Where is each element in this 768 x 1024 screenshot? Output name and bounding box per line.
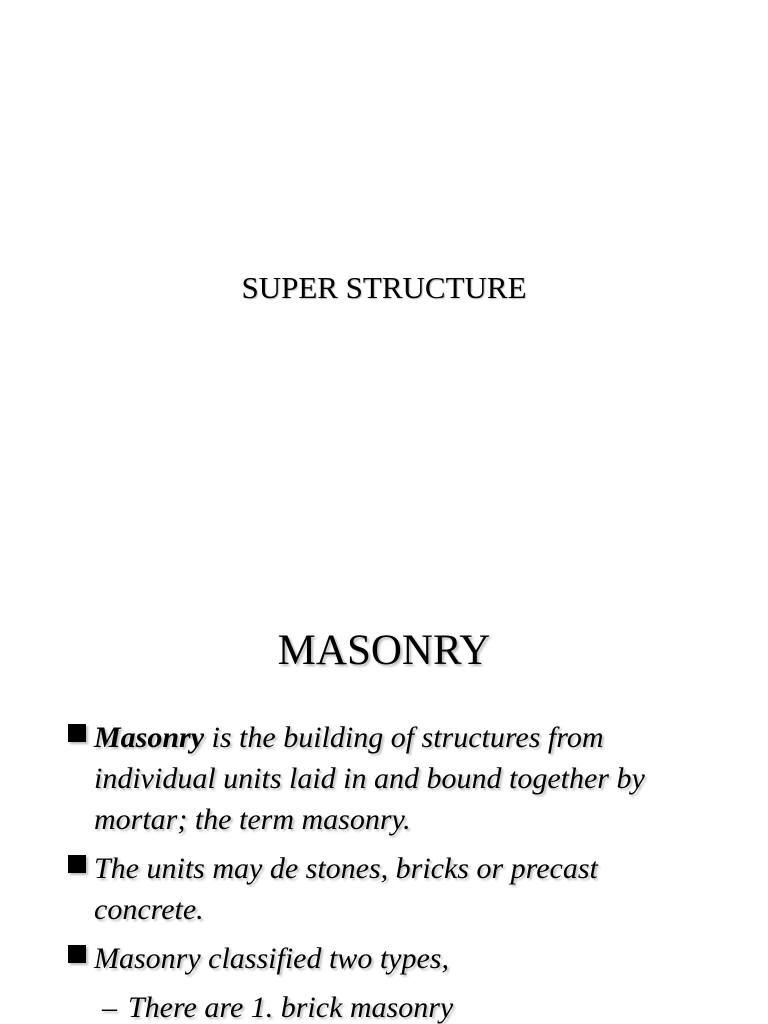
section-heading: MASONRY [277,627,491,674]
bullet-text: Masonry classified two types, [94,942,449,975]
bullet-lead-term: Masonry [94,721,205,754]
dash-bullet-icon: – [102,991,117,1024]
square-bullet-icon [68,724,86,742]
slide-title: SUPER STRUCTURE [241,270,527,305]
bullet-item-definition [68,717,708,840]
square-bullet-icon [68,855,86,873]
bullet-list [68,717,708,1024]
bullet-item-units [68,848,708,930]
sub-bullet-item [68,987,708,1024]
bullet-text: The units may de stones, bricks or precast concrete. [94,852,598,926]
bullet-text: is the building of structures from individual units laid in and bound together by mortar; the term masonry. [94,721,645,836]
sub-bullet-text: There are 1. brick masonry [128,991,454,1024]
bullet-item-types [68,938,708,979]
square-bullet-icon [68,945,86,963]
